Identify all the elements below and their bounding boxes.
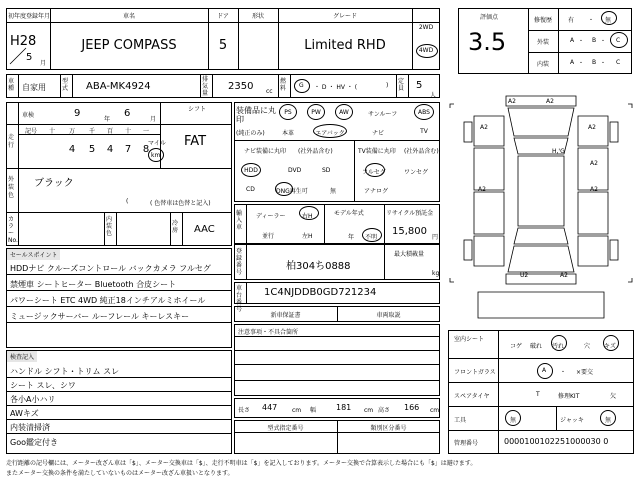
door-value: 5	[218, 38, 228, 53]
capacity-unit: 人	[430, 92, 437, 99]
diag-hg: H,'G	[552, 148, 565, 155]
inspection-month: 6	[124, 108, 131, 119]
length-value: 447	[262, 403, 278, 412]
inspection-year-unit: 年	[104, 116, 111, 123]
import-label: 輸入車	[236, 210, 243, 231]
navi-sub: (社外品含む)	[298, 148, 333, 155]
import-dealer: ディーラー	[256, 213, 286, 220]
navi-none: 無	[330, 188, 337, 195]
import-right: 右H	[302, 213, 313, 220]
inspector-label: 検査記入	[7, 351, 37, 362]
mileage-label: 走行	[8, 134, 15, 149]
equip-pw: PW	[311, 109, 321, 116]
mileage-col: 十	[48, 128, 55, 135]
equip-sunroof: サンルーフ	[368, 111, 398, 118]
manual-label: 車両取説	[376, 312, 401, 319]
import-parallel: 並行	[262, 233, 275, 240]
glass-label: フロントガラス	[454, 369, 496, 376]
cold-value: AAC	[194, 224, 215, 235]
grade-label: グレード	[332, 13, 357, 20]
recycle-unit: 円	[432, 234, 439, 241]
tv-fullseg: フルセグ	[362, 169, 386, 176]
seat-scratch: キズ	[604, 343, 616, 350]
mileage-digit: 7	[124, 144, 132, 155]
footer-note: またメーター交換の条件を満たしていないものはメーター改ざん車扱いとなります。	[6, 470, 234, 477]
drive-2wd: 2WD	[418, 24, 434, 31]
recycle-value: 15,800	[392, 226, 427, 237]
interior-a: A	[570, 59, 575, 66]
selling-line: 禁煙車 シートヒーター Bluetooth 合皮シート	[10, 280, 177, 289]
tools-label: 工具	[454, 417, 467, 424]
car-type-label: 車種	[8, 78, 15, 92]
diag-a2: A2	[546, 98, 554, 105]
mileage-unit-mile: マイル	[148, 140, 166, 147]
mileage-col-symbol: 記号	[24, 128, 37, 135]
length-label: 長さ	[238, 407, 251, 414]
color-no-label: カラーNo.	[8, 216, 18, 244]
reg-era-year: H28	[10, 34, 37, 49]
reg-no-value: 柏304ち0888	[286, 261, 351, 272]
reg-slash	[8, 46, 48, 66]
displacement: 2350	[228, 81, 254, 92]
cold-label: 冷房	[172, 220, 179, 234]
exterior-a: A	[570, 37, 575, 44]
diag-u2: U2	[520, 272, 529, 279]
grade-value: Limited RHD	[304, 38, 386, 53]
drive-4wd: 4WD	[418, 47, 434, 54]
diag-a2: A2	[590, 160, 598, 167]
mileage-unit-km: km	[151, 152, 161, 159]
navi-cd: CD	[246, 186, 255, 193]
repair-no: 無	[605, 17, 612, 24]
navi-label: ナビ装備に丸印	[244, 148, 287, 155]
interior-c: C	[616, 59, 621, 66]
model-year-unknown: 不明	[365, 234, 378, 241]
height-label: 高さ	[378, 407, 391, 414]
interior-label: 内装	[536, 61, 549, 68]
inspection-year: 9	[74, 108, 81, 119]
repair-yes: 有	[568, 17, 575, 24]
selling-line: ミュージックサーバー ルーフレール キーレスキー	[10, 312, 190, 321]
mileage-digit: 8	[142, 144, 150, 155]
shape-label: 形状	[251, 13, 264, 20]
load-label: 最大積載量	[394, 251, 425, 258]
spare-label: スペアタイヤ	[454, 393, 490, 400]
equipment-sub: (純正のみ)	[236, 130, 265, 137]
reg-no-label: 登録番号	[236, 248, 243, 276]
reg-month: 5	[26, 52, 33, 63]
tv-analog: アナログ	[364, 188, 389, 195]
height-value: 166	[404, 403, 420, 412]
equip-ps: PS	[284, 109, 292, 116]
inspection-month-unit: 月	[150, 116, 157, 123]
mileage-col: 十	[124, 128, 131, 135]
seat-hole: 穴	[584, 343, 591, 350]
fuel-close: )	[386, 82, 389, 89]
selling-label: セールスポイント	[7, 249, 60, 260]
equip-leather: 本革	[281, 130, 294, 137]
inspector-line: 各小A小ハリ	[10, 395, 56, 404]
exterior-b: B	[592, 37, 597, 44]
spare-t: T	[536, 391, 540, 398]
tv-sub: (社外品含む)	[404, 148, 439, 155]
navi-dnd: DNG再生可	[276, 188, 308, 195]
inspector-line: 内装清掃済	[10, 423, 50, 432]
mileage-digit: 4	[106, 144, 114, 155]
inspector-line: Goo鑑定付き	[10, 438, 58, 447]
reg-month-unit: 月	[40, 60, 47, 67]
glass-a: A	[542, 367, 547, 374]
navi-sd: SD	[322, 167, 331, 174]
inspector-line: シート スレ、シワ	[10, 381, 76, 390]
width-value: 181	[336, 403, 352, 412]
control-label: 管理番号	[454, 440, 479, 447]
door-label: ドア	[217, 13, 229, 20]
car-name: JEEP COMPASS	[81, 38, 177, 53]
selling-line: パワーシート ETC 4WD 純正18インチアルミホイール	[10, 296, 206, 305]
import-left: 左H	[302, 233, 313, 240]
capacity-label: 定員	[398, 78, 405, 92]
model-year-label: モデル年式	[334, 210, 364, 217]
warranty-label: 新車保証書	[270, 312, 301, 319]
navi-hdd: HDD	[244, 167, 258, 174]
seat-label: 室内シート	[454, 336, 485, 343]
rating-label: 評価点	[480, 14, 499, 21]
int-color-label: 内装色	[106, 216, 113, 237]
height-unit: cm	[430, 407, 440, 414]
notes-label: 注意事項・不具合箇所	[238, 329, 299, 336]
mileage-digit: 4	[68, 144, 76, 155]
diag-a2: A2	[478, 186, 486, 193]
rating-value: 3.5	[468, 28, 507, 56]
glass-sep: ・	[560, 369, 567, 376]
mileage-col: 万	[68, 128, 75, 135]
equipment-label: 装備品に丸印	[236, 106, 276, 124]
glass-replace: ×要交	[576, 369, 594, 376]
model-code: ABA-MK4924	[86, 81, 151, 92]
model-year-unit: 年	[348, 234, 355, 241]
tv-label: TV装備に丸印	[358, 148, 396, 155]
diag-a2: A2	[508, 98, 516, 105]
diag-a2: A2	[588, 124, 596, 131]
navi-dvd: DVD	[288, 167, 302, 174]
mileage-digit: 5	[88, 144, 96, 155]
exterior-c: C	[616, 37, 621, 44]
diag-a2: A2	[590, 186, 598, 193]
mileage-col: 一	[142, 128, 149, 135]
fuel-options: ・ D ・ HV ・ (	[314, 84, 358, 91]
reg-label: 初年度登録年月	[8, 13, 51, 20]
displacement-unit: cc	[266, 88, 273, 95]
jack-none: 無	[605, 417, 612, 424]
inspector-line: AWキズ	[10, 409, 39, 418]
equip-airbag: エアバック	[315, 130, 345, 137]
displacement-label: 排気量	[202, 76, 209, 97]
class-no-label: 類別区分番号	[370, 425, 407, 432]
name-label: 車名	[122, 13, 135, 20]
spare-none: 欠	[610, 393, 617, 400]
equip-abs: ABS	[418, 109, 430, 116]
jack-label: ジャッキ	[560, 417, 584, 424]
vin-value: 1C4NJDDB0GD721234	[264, 287, 377, 298]
tv-oneseg: ワンセグ	[404, 169, 429, 176]
diag-a2: A2	[480, 124, 488, 131]
tools-none: 無	[510, 417, 517, 424]
spare-kit: 修理KIT	[558, 393, 580, 400]
seat-burn: コゲ	[510, 343, 523, 350]
recycle-label: リサイクル預託金	[386, 210, 434, 217]
width-unit: cm	[364, 407, 374, 414]
fuel-g: G	[299, 82, 304, 89]
mileage-col: 百	[106, 128, 113, 135]
damage-diagram	[448, 86, 634, 326]
control-number: 0000100102251000030 0	[504, 437, 609, 446]
model-code-label: 型式	[62, 78, 69, 92]
mileage-col: 千	[88, 128, 95, 135]
interior-b: B	[592, 59, 597, 66]
type-no-label: 型式指定番号	[267, 425, 304, 432]
seat-stain: 汚れ	[552, 343, 565, 350]
seat-tear: 破れ	[530, 343, 543, 350]
inspection-label: 車検	[22, 112, 35, 119]
shift-value: FAT	[184, 134, 207, 149]
equip-navi: ナビ	[371, 130, 384, 137]
inspector-line: ハンドル シフト・トリム スレ	[10, 367, 120, 376]
load-unit: kg	[432, 270, 440, 277]
shift-label: シフト	[188, 106, 207, 113]
repair-sep: ・	[588, 17, 595, 24]
color-paren: (	[126, 198, 129, 205]
color-value: ブラック	[34, 178, 74, 189]
equip-tv: TV	[420, 128, 428, 135]
selling-line: HDDナビ クルーズコントロール バックカメラ フルセグ	[10, 264, 211, 273]
equip-aw: AW	[339, 109, 349, 116]
car-use: 自家用	[22, 83, 46, 92]
length-unit: cm	[292, 407, 302, 414]
color-label: 外装色	[8, 176, 15, 199]
color-note: ( 色替車は色替と記入)	[150, 200, 211, 207]
vin-label: 車台番号	[236, 285, 243, 313]
exterior-label: 外装	[536, 39, 549, 46]
repair-label: 修復歴	[533, 17, 552, 24]
capacity: 5	[416, 80, 423, 91]
fuel-label: 燃料	[280, 78, 287, 92]
width-label: 幅	[310, 407, 317, 414]
diag-a2: A2	[560, 272, 568, 279]
footer-note: 走行距離の記号欄には、メーター改ざん車は「$」、メーター交換車は「$」、走行不明車は「$」を記入しております。メーター交換で合算表示した場合にも「$」は避けます。	[6, 460, 477, 467]
